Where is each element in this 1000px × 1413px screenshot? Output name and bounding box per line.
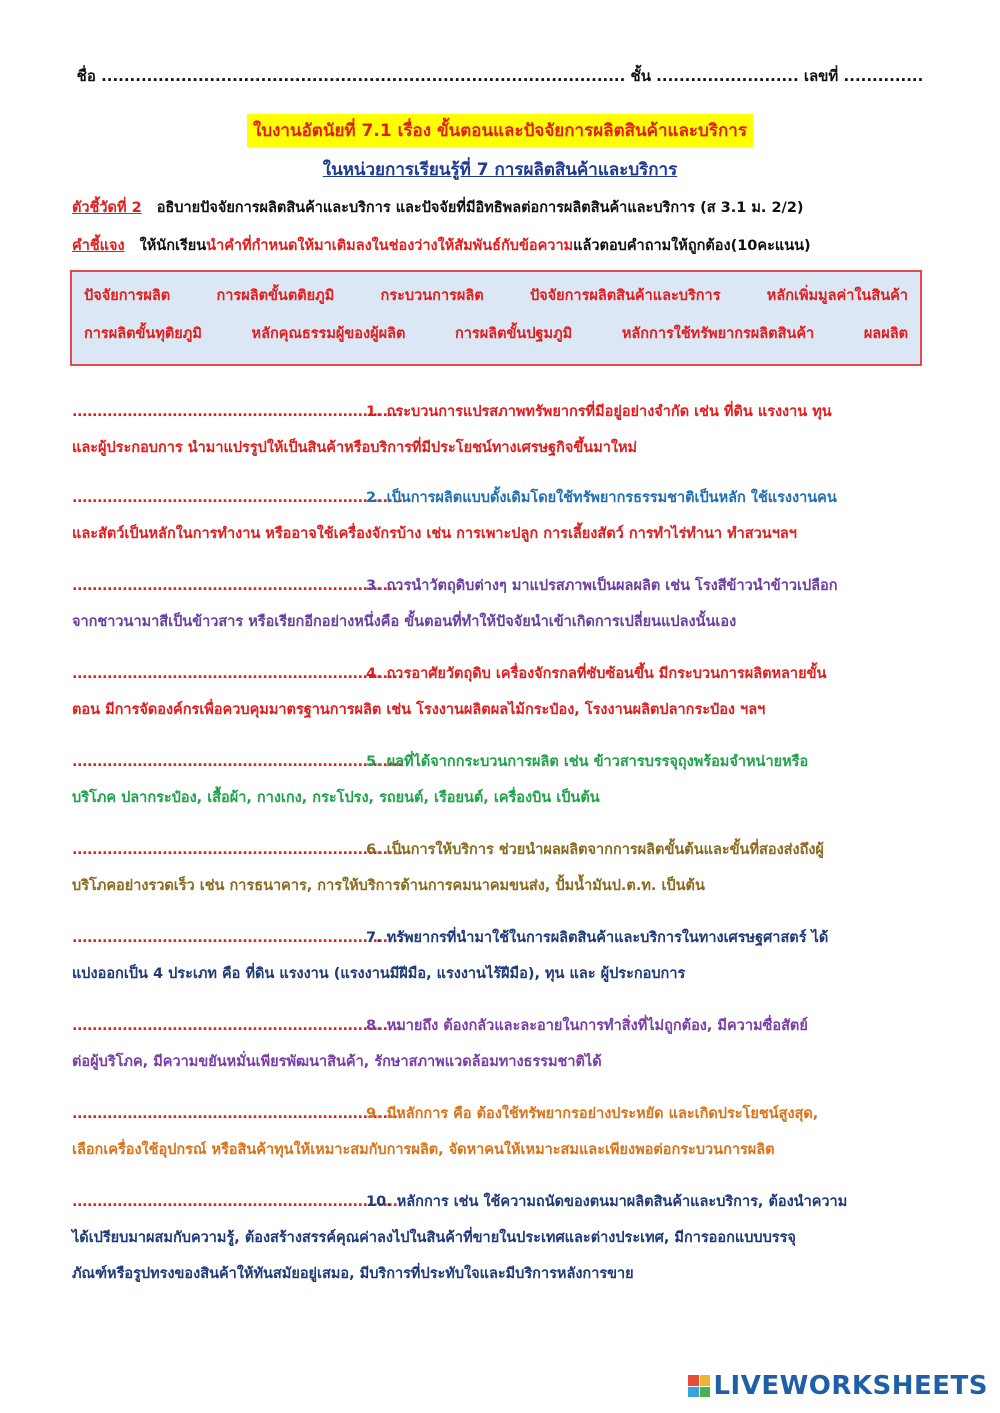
question-6-line-1: 6. เป็นการให้บริการ ช่วยนำผลผลิตจากการผลิตขั้นต้นและขั้นที่สองส่งถึงผู้ [366,842,824,858]
indicator-text: อธิบายปัจจัยการผลิตสินค้าและบริการ และปัจจัยที่มีอิทธิพลต่อการผลิตสินค้าและบริการ (ส 3.1 ม. 2/2) [156,200,804,216]
answer-blank-8[interactable]: .................................................................. [72,1018,403,1034]
question-5 [72,744,932,816]
question-10 [72,1184,932,1292]
instruction-text-after: แล้วตอบคำถามให้ถูกต้อง(10คะแนน) [573,238,811,254]
word-bank-item: กระบวนการผลิต [380,288,484,304]
indicator-label: ตัวชี้วัดที่ 2 [72,200,142,216]
answer-blank-7[interactable]: .................................................................. [72,930,403,946]
question-2-line-1: 2. เป็นการผลิตแบบดั้งเดิมโดยใช้ทรัพยากรธรรมชาติเป็นหลัก ใช้แรงงานคน [366,490,837,506]
question-2-line-2: และสัตว์เป็นหลักในการทำงาน หรืออาจใช้เครื่องจักรบ้าง เช่น การเพาะปลูก การเลี้ยงสัตว์ การทำไร่ทำนา ทำสวนฯลฯ [72,526,797,542]
question-9 [72,1096,932,1168]
question-8-line-1: 8. หมายถึง ต้องกลัวและละอายในการทำสิ่งที่ไม่ถูกต้อง, มีความซื่อสัตย์ [366,1018,808,1034]
answer-blank-2[interactable]: .................................................................. [72,490,403,506]
word-bank [70,270,922,366]
answer-blank-5[interactable]: .................................................................. [72,754,403,770]
answer-blank-6[interactable]: .................................................................. [72,842,403,858]
word-bank-item: การผลิตขั้นปฐมภูมิ [455,326,573,342]
indicator-line [72,196,952,219]
question-1-line-1: 1. กระบวนการแปรสภาพทรัพยากรที่มีอยู่อย่างจำกัด เช่น ที่ดิน แรงงาน ทุน [366,404,832,420]
question-4 [72,656,932,728]
word-bank-item: หลักคุณธรรมผู้ของผู้ผลิต [251,326,406,342]
worksheet-subtitle: ในหน่วยการเรียนรู้ที่ 7 การผลิตสินค้าและบริการ [322,160,678,180]
question-1 [72,394,932,466]
question-7-line-2: แบ่งออกเป็น 4 ประเภท คือ ที่ดิน แรงงาน (แรงงานมีฝีมือ, แรงงานไร้ฝีมือ), ทุน และ ผู้ประกอบการ [72,966,686,982]
question-5-line-1: 5. ผลที่ได้จากกระบวนการผลิต เช่น ข้าวสารบรรจุถุงพร้อมจำหน่ายหรือ [366,754,809,770]
question-1-line-2: และผู้ประกอบการ นำมาแปรรูปให้เป็นสินค้าหรือบริการที่มีประโยชน์ทางเศรษฐกิจขึ้นมาใหม่ [72,440,638,456]
liveworksheets-logo-icon [688,1375,710,1397]
question-4-line-2: ตอน มีการจัดองค์กรเพื่อควบคุมมาตรฐานการผลิต เช่น โรงงานผลิตผลไม้กระป๋อง, โรงงานผลิตปลากระป๋อง ฯลฯ [72,702,766,718]
word-bank-item: ปัจจัยการผลิต [84,288,171,304]
question-8-line-2: ต่อผู้บริโภค, มีความขยันหมั่นเพียรพัฒนาสินค้า, รักษาสภาพแวดล้อมทางธรรมชาติได้ [72,1054,602,1070]
question-10-line-1: 10. หลักการ เช่น ใช้ความถนัดของตนมาผลิตสินค้าและบริการ, ต้องนำความ [366,1194,848,1210]
question-5-line-2: บริโภค ปลากระป๋อง, เสื้อผ้า, กางเกง, กระโปรง, รถยนต์, เรือยนต์, เครื่องบิน เป็นต้น [72,790,600,806]
instruction-label: คำชี้แจง [72,238,125,254]
question-6-line-2: บริโภคอย่างรวดเร็ว เช่น การธนาคาร, การให้บริการด้านการคมนาคมขนส่ง, ปั้มน้ำมันป.ต.ท. เป็นต้น [72,878,705,894]
question-4-line-1: 4. การอาศัยวัตถุดิบ เครื่องจักรกลที่ซับซ้อนขึ้น มีกระบวนการผลิตหลายขั้น [366,666,827,682]
answer-blank-9[interactable]: .................................................................. [72,1106,403,1122]
question-9-line-1: 9. มีหลักการ คือ ต้องใช้ทรัพยากรอย่างประหยัด และเกิดประโยชน์สูงสุด, [366,1106,819,1122]
word-bank-item: การผลิตขั้นตติยภูมิ [216,288,335,304]
answer-blank-3[interactable]: .................................................................. [72,578,403,594]
question-7 [72,920,932,992]
word-bank-item: ผลผลิต [863,326,908,342]
question-3 [72,568,932,640]
question-2 [72,480,932,552]
question-6 [72,832,932,904]
question-3-line-1: 3. การนำวัตถุดิบต่างๆ มาแปรสภาพเป็นผลผลิต เช่น โรงสีข้าวนำข้าวเปลือก [366,578,838,594]
liveworksheets-brand [688,1371,988,1401]
word-bank-item: ปัจจัยการผลิตสินค้าและบริการ [529,288,721,304]
answer-blank-10[interactable]: .................................................................. [72,1194,403,1210]
question-9-line-2: เลือกเครื่องใช้อุปกรณ์ หรือสินค้าทุนให้เหมาะสมกับการผลิต, จัดหาคนให้เหมาะสมและเพียงพอต่อกระบวนการผลิต [72,1142,775,1158]
word-bank-row-2 [84,320,908,358]
question-8 [72,1008,932,1080]
question-7-line-1: 7. ทรัพยากรที่นำมาใช้ในการผลิตสินค้าและบริการในทางเศรษฐศาสตร์ ได้ [366,930,829,946]
word-bank-item: หลักการใช้ทรัพยากรผลิตสินค้า [621,326,815,342]
instruction-line [72,234,952,257]
word-bank-item: หลักเพิ่มมูลค่าในสินค้า [766,288,908,304]
word-bank-item: การผลิตขั้นทุติยภูมิ [84,326,202,342]
title-wrap [0,114,1000,147]
question-3-line-2: จากชาวนามาสีเป็นข้าวสาร หรือเรียกอีกอย่างหนึ่งคือ ขั้นตอนที่ทำให้ปัจจัยนำเข้าเกิดการเปลี่ยนแปลงนั้นเอง [72,614,737,630]
brand-name: LIVEWORKSHEETS [713,1371,988,1401]
word-bank-row-1 [84,282,908,320]
question-10-line-2: ได้เปรียบมาผสมกับความรู้, ต้องสร้างสรรค์คุณค่าลงไปในสินค้าที่ขายในประเทศและต่างประเทศ, มีการออกแบบบรรจุ [72,1230,796,1246]
student-info-line: ชื่อ ............................................................................................ ชั้น ......................... เลขที่ .............. [76,67,924,85]
question-10-line-3: ภัณฑ์หรือรูปทรงของสินค้าให้ทันสมัยอยู่เสมอ, มีบริการที่ประทับใจและมีบริการหลังการขาย [72,1266,634,1282]
instruction-text-before: ให้นักเรียน [139,238,207,254]
answer-blank-4[interactable]: .................................................................. [72,666,403,682]
worksheet-title: ใบงานอัตนัยที่ 7.1 เรื่อง ขั้นตอนและปัจจัยการผลิตสินค้าและบริการ [247,114,753,147]
instruction-text-red: นำคำที่กำหนดให้มาเติมลงในช่องว่างให้สัมพันธ์กับข้อความ [206,238,574,254]
answer-blank-1[interactable]: .................................................................. [72,404,403,420]
